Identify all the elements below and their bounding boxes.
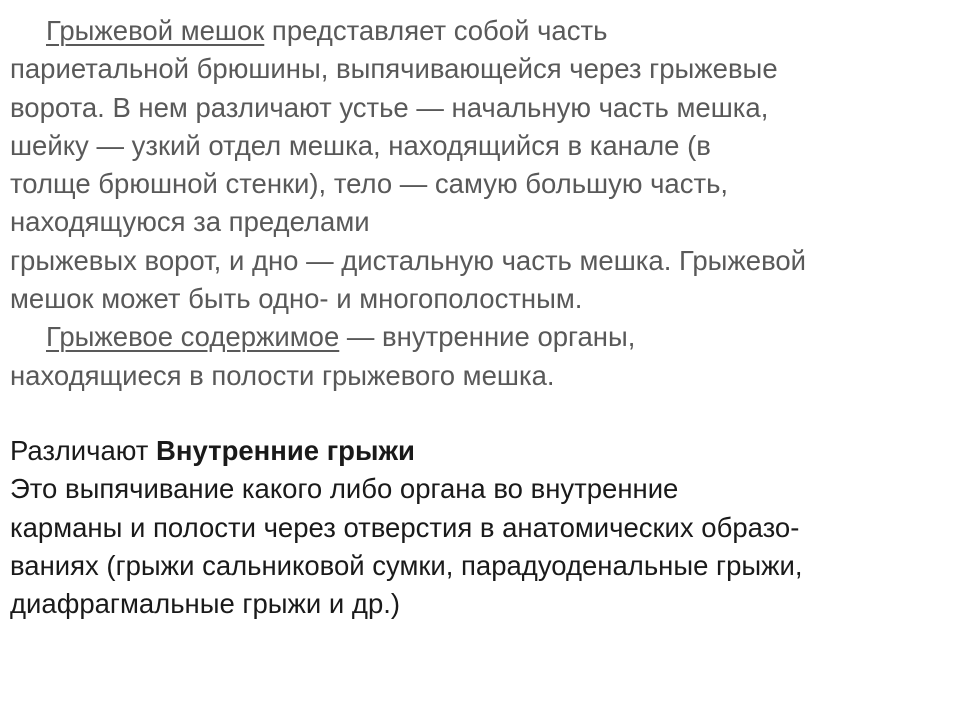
hernial-content-line-1-rest: — внутренние органы,	[339, 321, 636, 353]
internal-hernia-heading	[10, 432, 950, 470]
hernial-content-line-2: находящиеся в полости грыжевого мешка.	[10, 359, 555, 391]
hernial-content-term: Грыжевое содержимое	[46, 321, 340, 353]
internal-hernia-line-1: Это выпячивание какого либо органа во внутренние	[10, 473, 679, 505]
hernial-sac-line-4: шейку — узкий отдел мешка, находящийся в канале (в	[10, 129, 711, 161]
hernial-sac-line-2: париетальной брюшины, выпячивающейся через грыжевые	[10, 53, 778, 85]
hernial-sac-line-7: грыжевых ворот, и дно — дистальную часть мешка. Грыжевой	[10, 244, 807, 276]
hernial-sac-line-1	[10, 12, 950, 50]
internal-hernia-line-3: ваниях (грыжи сальниковой сумки, парадуоденальные грыжи,	[10, 549, 803, 581]
internal-hernia-line-2: карманы и полости через отверстия в анатомических образо-	[10, 511, 800, 543]
hernial-sac-line-6: находящуюся за пределами	[10, 206, 370, 238]
hernia-description-block	[10, 12, 950, 395]
hernial-sac-line-5: толще брюшной стенки), тело — самую большую часть,	[10, 168, 729, 200]
internal-hernia-title: Внутренние грыжи	[156, 435, 415, 466]
hernial-sac-line-3: ворота. В нем различают устье — начальную часть мешка,	[10, 91, 769, 123]
internal-hernia-line-4: диафрагмальные грыжи и др.)	[10, 588, 401, 620]
hernial-content-line-1	[10, 318, 950, 356]
hernial-sac-term: Грыжевой мешок	[46, 15, 265, 46]
hernial-sac-line-8: мешок может быть одно- и многополостным.	[10, 283, 583, 315]
internal-hernia-lead: Различают	[10, 435, 156, 466]
internal-hernia-block	[10, 432, 950, 623]
hernial-sac-line-1-rest: представляет собой часть	[264, 15, 608, 46]
